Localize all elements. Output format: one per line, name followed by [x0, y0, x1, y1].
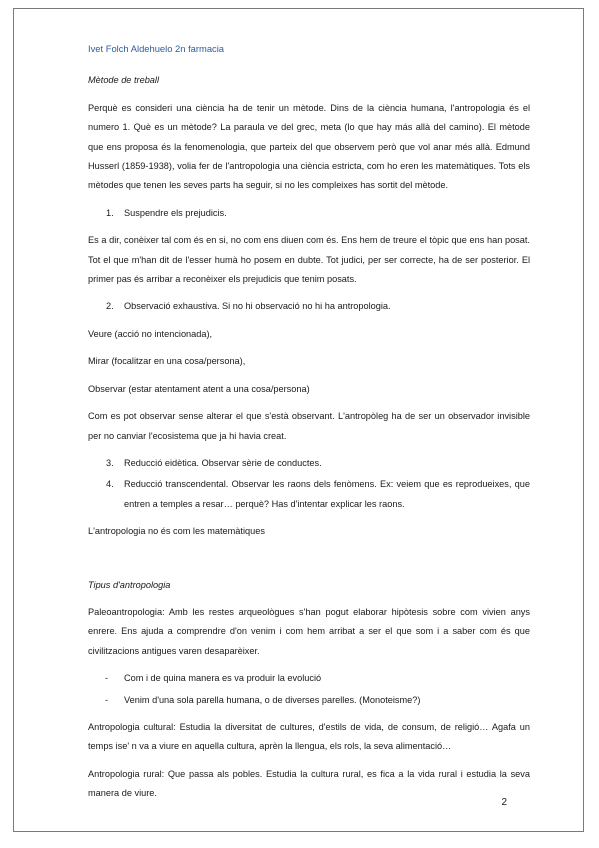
bullet-item-2	[88, 691, 530, 710]
list-item-1	[88, 204, 530, 223]
paragraph-intro: Perquè es consideri una ciència ha de tenir un mètode. Dins de la ciència humana, l'antropologia és el numero 1. Què es un mètode? La paraula ve del grec, meta (lo que hay más allà del camino). El mètode que ens proposa és la fenomenologia, que parteix del que observem però que vol anar més allà. Edmund Husserl (1859-1938), volia fer de l'antropologia una ciència estricta, com ho eren les matemàtiques. Tots els mètodes que tenen les seves parts ha seguir, si no les compleixes has sortit del mètode.	[88, 102, 530, 191]
page-content	[88, 39, 530, 812]
line-mirar: Mirar (focalitzar en una cosa/persona),	[88, 356, 246, 367]
paragraph-prejudices: Es a dir, conèixer tal com és en si, no com ens diuen com és. Ens hem de treure el tòpic que ens han posat. Tot el que m'han dit de l'esser humà ho posem en dubte. Tot judici, per ser correcte, ha de ser posterior. El primer pas és arribar a reconèixer els prejudicis que tenim posats.	[88, 235, 530, 285]
list-number: 3.	[106, 457, 114, 468]
paragraph-observer: Com es pot observar sense alterar el que s'està observant. L'antropòleg ha de ser un observador invisible per no canviar l'ecosistema que ja hi havia creat.	[88, 411, 530, 441]
bullet-dash: -	[105, 673, 109, 684]
list-item-4	[88, 475, 530, 514]
list-item-text: Reducció eidètica. Observar sèrie de conductes.	[124, 457, 322, 468]
list-item-text: Observació exhaustiva. Si no hi observació no hi ha antropologia.	[124, 301, 391, 312]
list-number: 2.	[106, 301, 114, 312]
list-item-2	[88, 297, 530, 316]
bullet-text: Com i de quina manera es va produir la evolució	[124, 673, 322, 684]
page-number: 2	[501, 797, 507, 808]
line-observar: Observar (estar atentament atent a una cosa/persona)	[88, 383, 310, 394]
section-spacer	[88, 550, 530, 576]
list-number: 1.	[106, 207, 114, 218]
paragraph-conclusion: L'antropologia no és com les matemàtiques	[88, 526, 265, 537]
paragraph-cultural: Antropologia cultural: Estudia la diversitat de cultures, d'estils de vida, de consum, de religió… Agafa un temps ise' n va a viure en aquella cultura, aprèn la llengua, els rols, la seva alimentació…	[88, 721, 530, 752]
section-heading-types: Tipus d'antropologia	[88, 579, 171, 590]
section-heading-method: Mètode de treball	[88, 75, 159, 86]
bullet-item-1	[88, 669, 530, 688]
bullet-dash: -	[105, 694, 109, 705]
document-page	[13, 8, 584, 832]
list-item-3	[88, 454, 530, 473]
paragraph-rural: Antropologia rural: Que passa als pobles. Estudia la cultura rural, es fica a la vida rural i estudia la seva manera de viure.	[88, 768, 530, 799]
page-header: Ivet Folch Aldehuelo 2n farmacia	[88, 43, 225, 54]
line-veure: Veure (acció no intencionada),	[88, 328, 213, 339]
list-item-text: Reducció transcendental. Observar les raons dels fenòmens. Ex: veiem que es reprodueixes, que entren a temples a resar… perquè? Has d'intentar explicar les raons.	[124, 479, 530, 509]
bullet-text: Venim d'una sola parella humana, o de diverses parelles. (Monoteisme?)	[124, 694, 421, 705]
list-item-text: Suspendre els prejudicis.	[124, 207, 227, 218]
paragraph-paleo: Paleoantropologia: Amb les restes arqueològues s'han pogut elaborar hipòtesis sobre com vivien anys enrere. Ens ajuda a comprendre d'on venim i com hem arribat a ser el que som i a saber com és que civilitzacions antigues varen desaparèixer.	[88, 606, 530, 656]
list-number: 4.	[106, 479, 114, 490]
